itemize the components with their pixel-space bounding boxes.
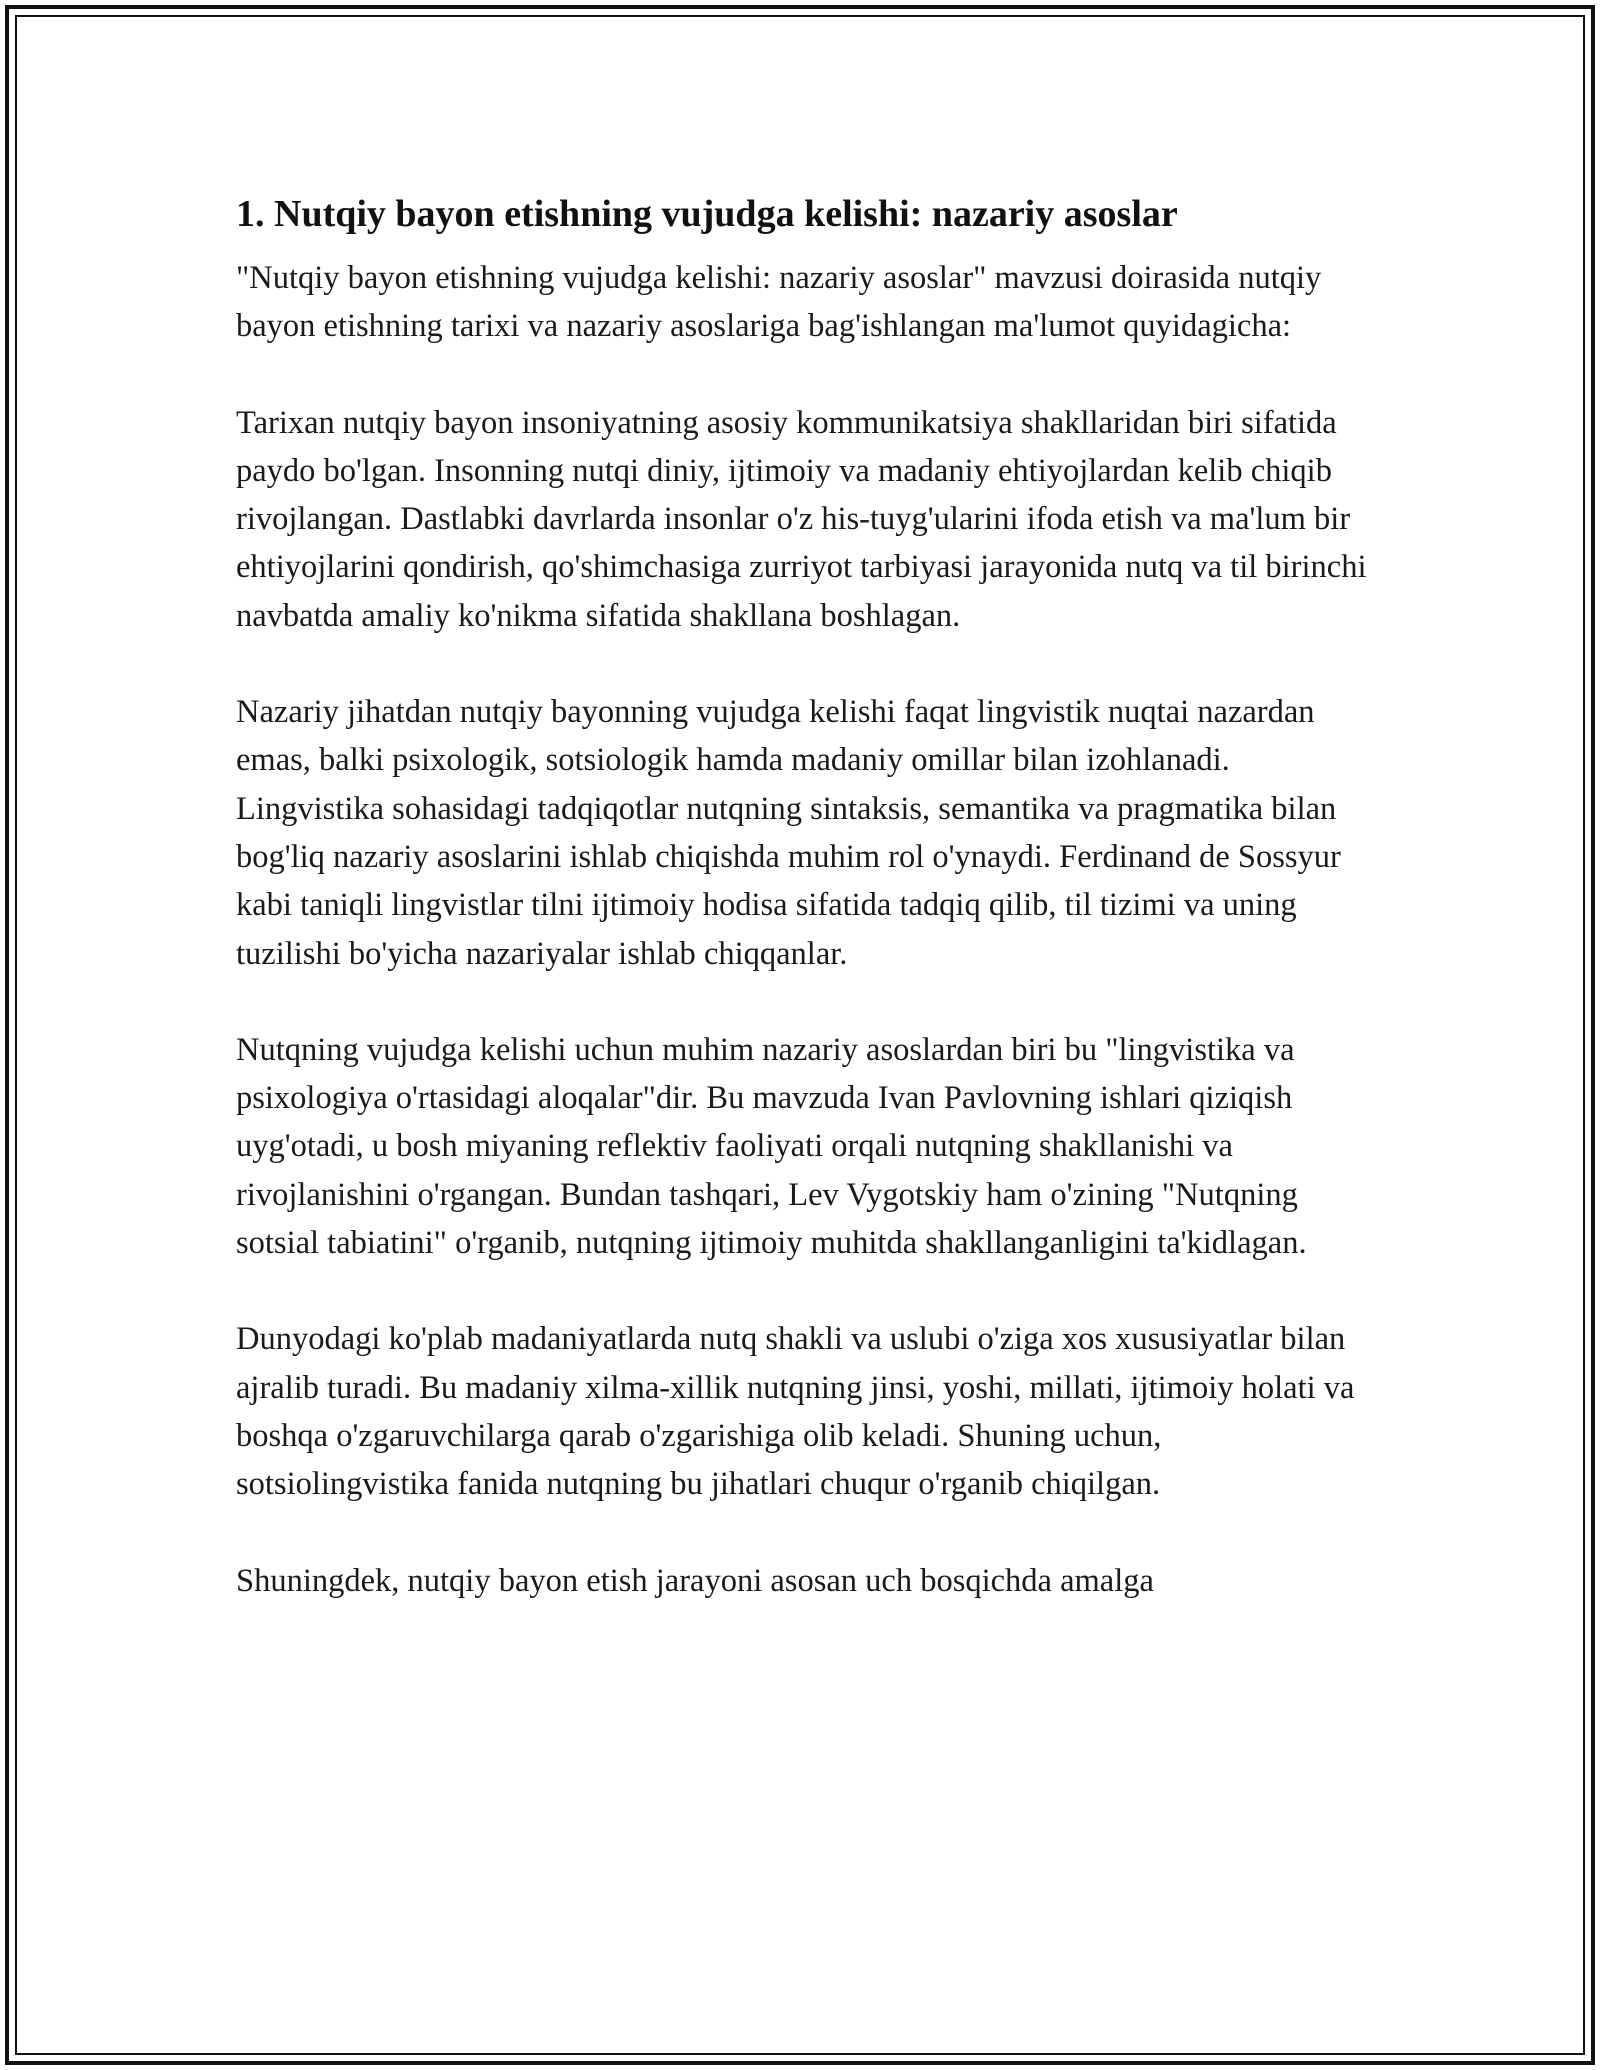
- paragraph-stages: Shuningdek, nutqiy bayon etish jarayoni asosan uch bosqichda amalga: [236, 1562, 1154, 1599]
- paragraph-culture: Dunyodagi ko'plab madaniyatlarda nutq shakli va uslubi o'ziga xos xususiyatlar bilan ajralib turadi. Bu madaniy xilma-xillik nutqning jinsi, yoshi, millati, ijtimoiy holati va boshqa o'zgaruvchilarga qarab o'zgarishiga olib keladi. Shuning uchun, sotsiolingvistika fanida nutqning bu jihatlari chuqur o'rganib chiqilgan.: [236, 1321, 1355, 1503]
- section-heading: 1. Nutqiy bayon etishning vujudga kelishi: nazariy asoslar: [236, 193, 1178, 235]
- paragraph-theory: Nazariy jihatdan nutqiy bayonning vujudga kelishi faqat lingvistik nuqtai nazardan emas, balki psixologik, sotsiologik hamda madaniy omillar bilan izohlanadi. Lingvistika sohasidagi tadqiqotlar nutqning sintaksis, semantika va pragmatika bilan bog'liq nazariy asoslarini ishlab chiqishda muhim rol o'ynaydi. Ferdinand de Sossyur kabi taniqli lingvistlar tilni ijtimoiy hodisa sifatida tadqiq qilib, til tizimi va uning tuzilishi bo'yicha nazariyalar ishlab chiqqanlar.: [236, 694, 1341, 972]
- paragraph-psychology: Nutqning vujudga kelishi uchun muhim nazariy asoslardan biri bu "lingvistika va psixologiya o'rtasidagi aloqalar"dir. Bu mavzuda Ivan Pavlovning ishlari qiziqish uyg'otadi, u bosh miyaning reflektiv faoliyati orqali nutqning shakllanishi va rivojlanishini o'rgangan. Bundan tashqari, Lev Vygotskiy ham o'zining "Nutqning sotsial tabiatini" o'rganib, nutqning ijtimoiy muhitda shakllanganligini ta'kidlagan.: [236, 1031, 1307, 1262]
- paragraph-intro: "Nutqiy bayon etishning vujudga kelishi: nazariy asoslar" mavzusi doirasida nutqiy bayon etishning tarixi va nazariy asoslariga bag'ishlangan ma'lumot quyidagicha:: [236, 260, 1322, 345]
- document-body: [236, 188, 1376, 1605]
- paragraph-history: Tarixan nutqiy bayon insoniyatning asosiy kommunikatsiya shakllaridan biri sifatida paydo bo'lgan. Insonning nutqi diniy, ijtimoiy va madaniy ehtiyojlardan kelib chiqib rivojlangan. Dastlabki davrlarda insonlar o'z his-tuyg'ularini ifoda etish va ma'lum bir ehtiyojlarini qondirish, qo'shimchasiga zurriyot tarbiyasi jarayonida nutq va til birinchi navbatda amaliy ko'nikma sifatida shakllana boshlagan.: [236, 404, 1367, 634]
